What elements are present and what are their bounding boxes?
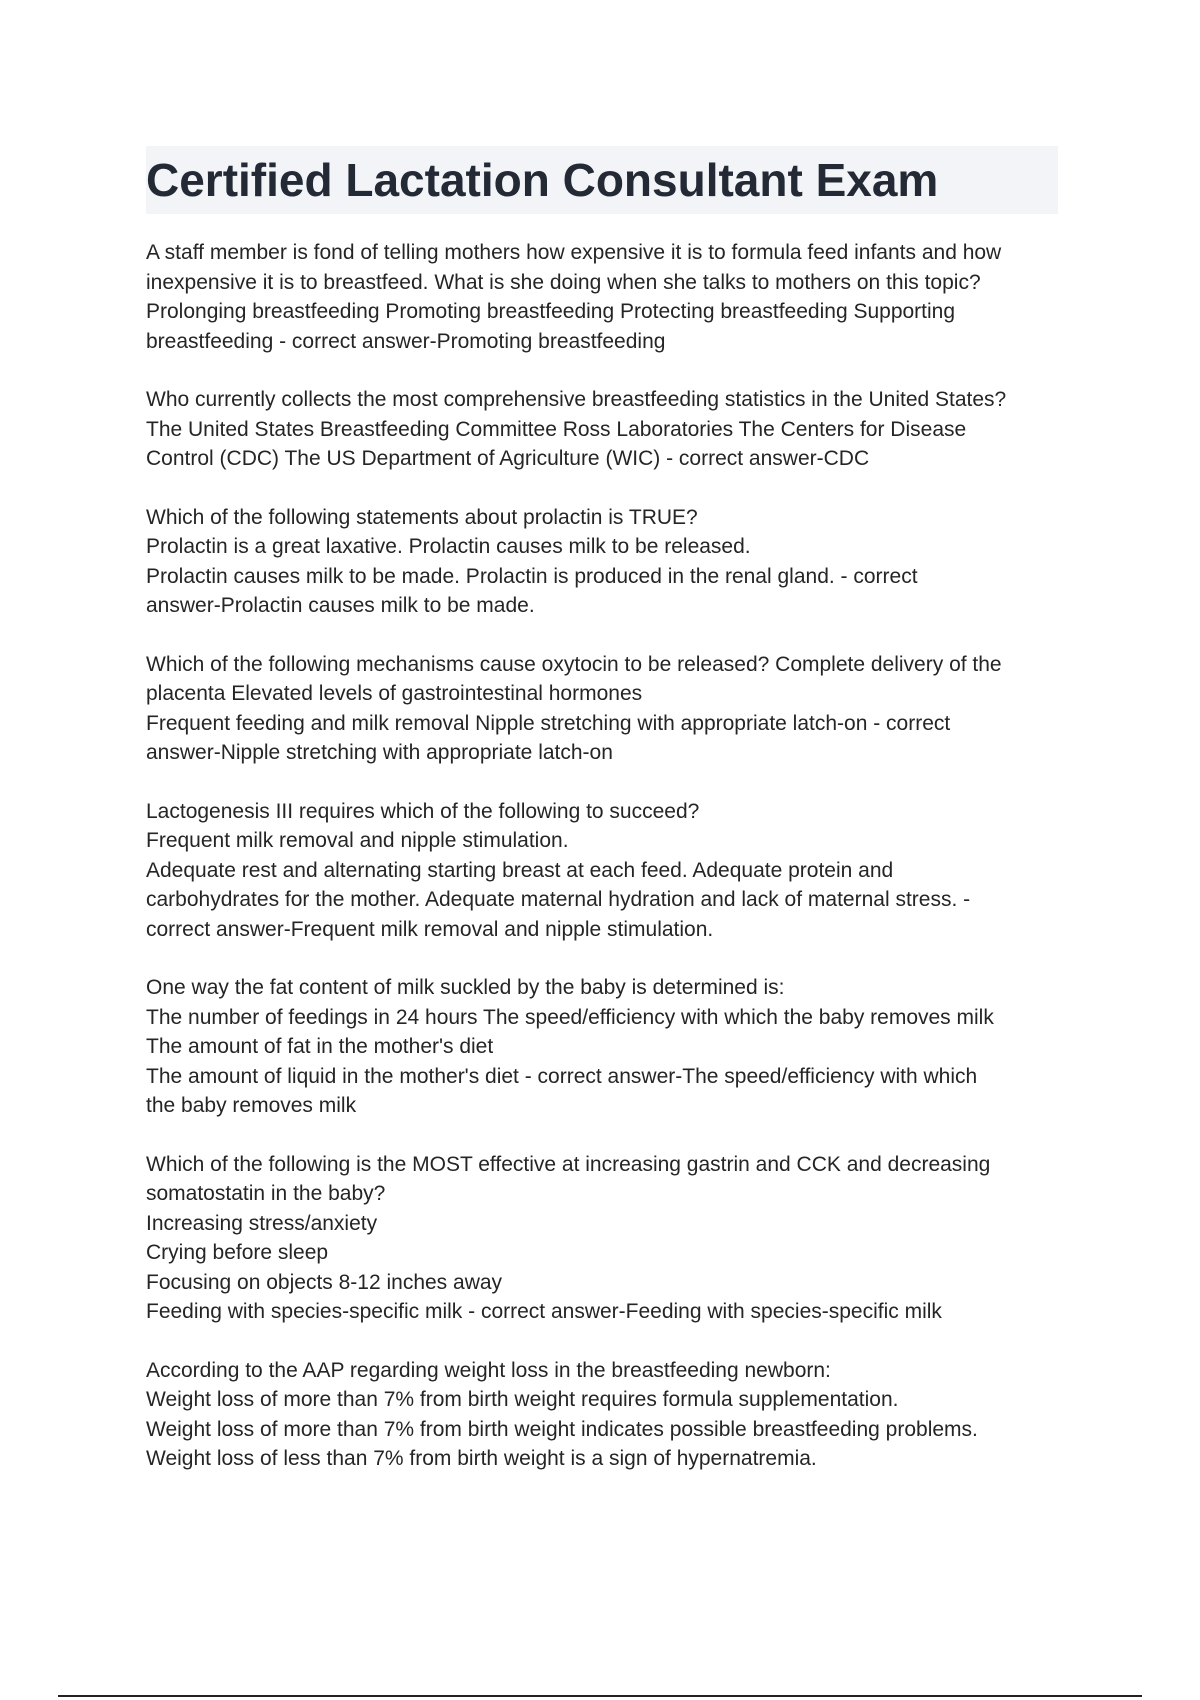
text-line: Which of the following mechanisms cause oxytocin to be released? Complete delivery of the (146, 652, 1002, 676)
text-line: Weight loss of less than 7% from birth weight is a sign of hypernatremia. (146, 1447, 817, 1470)
page-title-bar (146, 146, 1058, 214)
question-block (146, 797, 1066, 945)
text-line: answer-Prolactin causes milk to be made. (146, 594, 535, 617)
text-line: Adequate rest and alternating starting breast at each feed. Adequate protein and (146, 858, 894, 882)
text-line: placenta Elevated levels of gastrointestinal hormones (146, 682, 643, 705)
text-line: Increasing stress/anxiety (146, 1211, 378, 1235)
question-block (146, 973, 1066, 1121)
text-line: answer-Nipple stretching with appropriate latch-on (146, 741, 613, 764)
text-line: Control (CDC) The US Department of Agriculture (WIC) - correct answer-CDC (146, 447, 870, 470)
question-block (146, 503, 1066, 621)
text-line: Weight loss of more than 7% from birth weight requires formula supplementation. (146, 1388, 899, 1411)
text-line: Frequent milk removal and nipple stimulation. (146, 829, 569, 852)
text-line: correct answer-Frequent milk removal and nipple stimulation. (146, 917, 714, 941)
text-line: breastfeeding - correct answer-Promoting breastfeeding (146, 329, 666, 353)
text-line: Prolactin causes milk to be made. Prolactin is produced in the renal gland. - correct (146, 564, 918, 588)
text-line: Who currently collects the most comprehensive breastfeeding statistics in the United States? (146, 388, 1007, 411)
footer-divider (58, 1695, 1142, 1697)
text-line: Which of the following statements about prolactin is TRUE? (146, 505, 698, 529)
text-line: According to the AAP regarding weight loss in the breastfeeding newborn: (146, 1358, 831, 1382)
question-block (146, 1150, 1066, 1327)
text-line: carbohydrates for the mother. Adequate maternal hydration and lack of maternal stress. - (146, 888, 971, 911)
text-line: The amount of liquid in the mother's diet - correct answer-The speed/efficiency with which (146, 1064, 978, 1088)
text-line: The amount of fat in the mother's diet (146, 1035, 494, 1058)
text-line: inexpensive it is to breastfeed. What is she doing when she talks to mothers on this topic? (146, 270, 981, 294)
text-line: A staff member is fond of telling mothers how expensive it is to formula feed infants and how (146, 241, 1002, 264)
text-line: the baby removes milk (146, 1094, 357, 1117)
question-block (146, 1356, 1066, 1474)
text-line: Prolactin is a great laxative. Prolactin causes milk to be released. (146, 535, 751, 558)
text-line: One way the fat content of milk suckled by the baby is determined is: (146, 976, 785, 999)
text-line: Lactogenesis III requires which of the following to succeed? (146, 799, 700, 823)
text-line: Prolonging breastfeeding Promoting breastfeeding Protecting breastfeeding Supporting (146, 300, 956, 323)
text-line: Feeding with species-specific milk - correct answer-Feeding with species-specific milk (146, 1300, 942, 1323)
text-line: Focusing on objects 8-12 inches away (146, 1270, 503, 1294)
question-block (146, 238, 1066, 356)
text-line: Crying before sleep (146, 1241, 329, 1264)
text-line: Frequent feeding and milk removal Nipple stretching with appropriate latch-on - correct (146, 711, 951, 735)
text-line: Weight loss of more than 7% from birth weight indicates possible breastfeeding problems. (146, 1417, 978, 1441)
text-line: somatostatin in the baby? (146, 1182, 386, 1205)
text-line: Which of the following is the MOST effective at increasing gastrin and CCK and decreasing (146, 1152, 991, 1176)
question-block (146, 385, 1066, 474)
page-title: Certified Lactation Consultant Exam (146, 154, 939, 206)
text-line: The number of feedings in 24 hours The speed/efficiency with which the baby removes milk (146, 1005, 994, 1029)
document-body (146, 238, 1066, 1503)
text-line: The United States Breastfeeding Committee Ross Laboratories The Centers for Disease (146, 417, 967, 441)
question-block (146, 650, 1066, 768)
